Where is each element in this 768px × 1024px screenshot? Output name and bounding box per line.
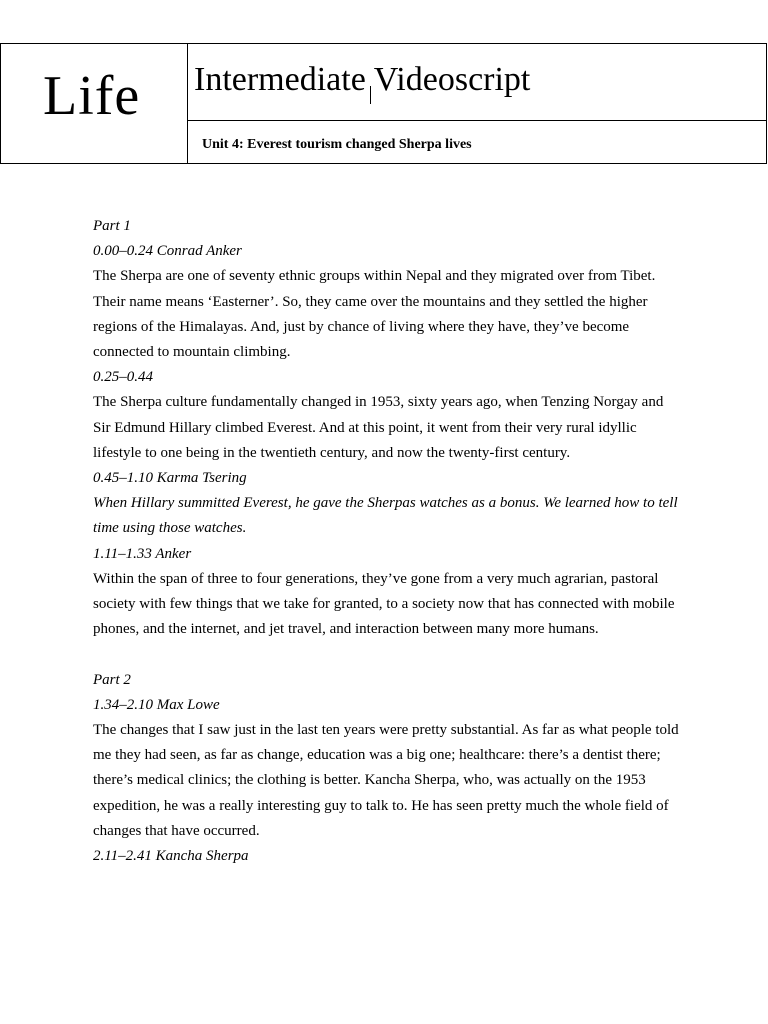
transcript-paragraph: The Sherpa are one of seventy ethnic groups within Nepal and they migrated over from Tibet. Their name means ‘Easterner’. So, they came over the mountains and they settled the higher regions of the Himalayas. And, just by chance of living where they have, they’ve become connected to mountain climbing. (93, 268, 656, 361)
timestamp-speaker: 2.11–2.41 Kancha Sherpa (93, 848, 249, 865)
timestamp-speaker: 0.25–0.44 (93, 369, 153, 386)
part-heading: Part 1 (93, 218, 131, 234)
title-level: Intermediate (194, 61, 366, 98)
subtitle-cell (188, 121, 766, 163)
title-type: Videoscript (373, 61, 531, 98)
document-title (194, 60, 530, 104)
unit-subtitle: Unit 4: Everest tourism changed Sherpa lives (202, 137, 472, 152)
timestamp-speaker: 1.11–1.33 Anker (93, 545, 192, 562)
transcript-paragraph: The Sherpa culture fundamentally changed in 1953, sixty years ago, when Tenzing Norgay and Sir Edmund Hillary climbed Everest. And at this point, it went from their very rural idyllic lifestyle to one being in the twentieth century, and now the twenty-first century. (93, 394, 664, 461)
title-cell (188, 44, 766, 121)
part-heading: Part 2 (93, 671, 131, 688)
paragraph-gap (93, 642, 683, 667)
timestamp-speaker: 0.00–0.24 Conrad Anker (93, 243, 242, 260)
document-header (0, 43, 767, 164)
text-cursor-mark (370, 86, 371, 104)
timestamp-speaker: 0.45–1.10 Karma Tsering (93, 470, 247, 487)
logo: Life (43, 65, 141, 127)
translated-quote: When Hillary summitted Everest, he gave the Sherpas watches as a bonus. We learned how to tell time using those watches. (93, 495, 678, 537)
logo-cell (1, 44, 188, 163)
transcript-paragraph: The changes that I saw just in the last ten years were pretty substantial. As far as what people told me they had seen, as far as change, education was a big one; healthcare: there’s a dentist there; there’s medical clinics; the clothing is better. Kancha Sherpa, who, was actually on the 1953 expedition, he was a really interesting guy to talk to. He has seen pretty much the whole field of changes that have occurred. (93, 722, 679, 839)
transcript-paragraph: Within the span of three to four generations, they’ve gone from a very much agrarian, pastoral society with few things that we take for granted, to a society now that has connected with mobile phones, and the internet, and jet travel, and interaction between many more humans. (93, 570, 675, 638)
transcript-body (93, 214, 683, 869)
timestamp-speaker: 1.34–2.10 Max Lowe (93, 696, 220, 713)
